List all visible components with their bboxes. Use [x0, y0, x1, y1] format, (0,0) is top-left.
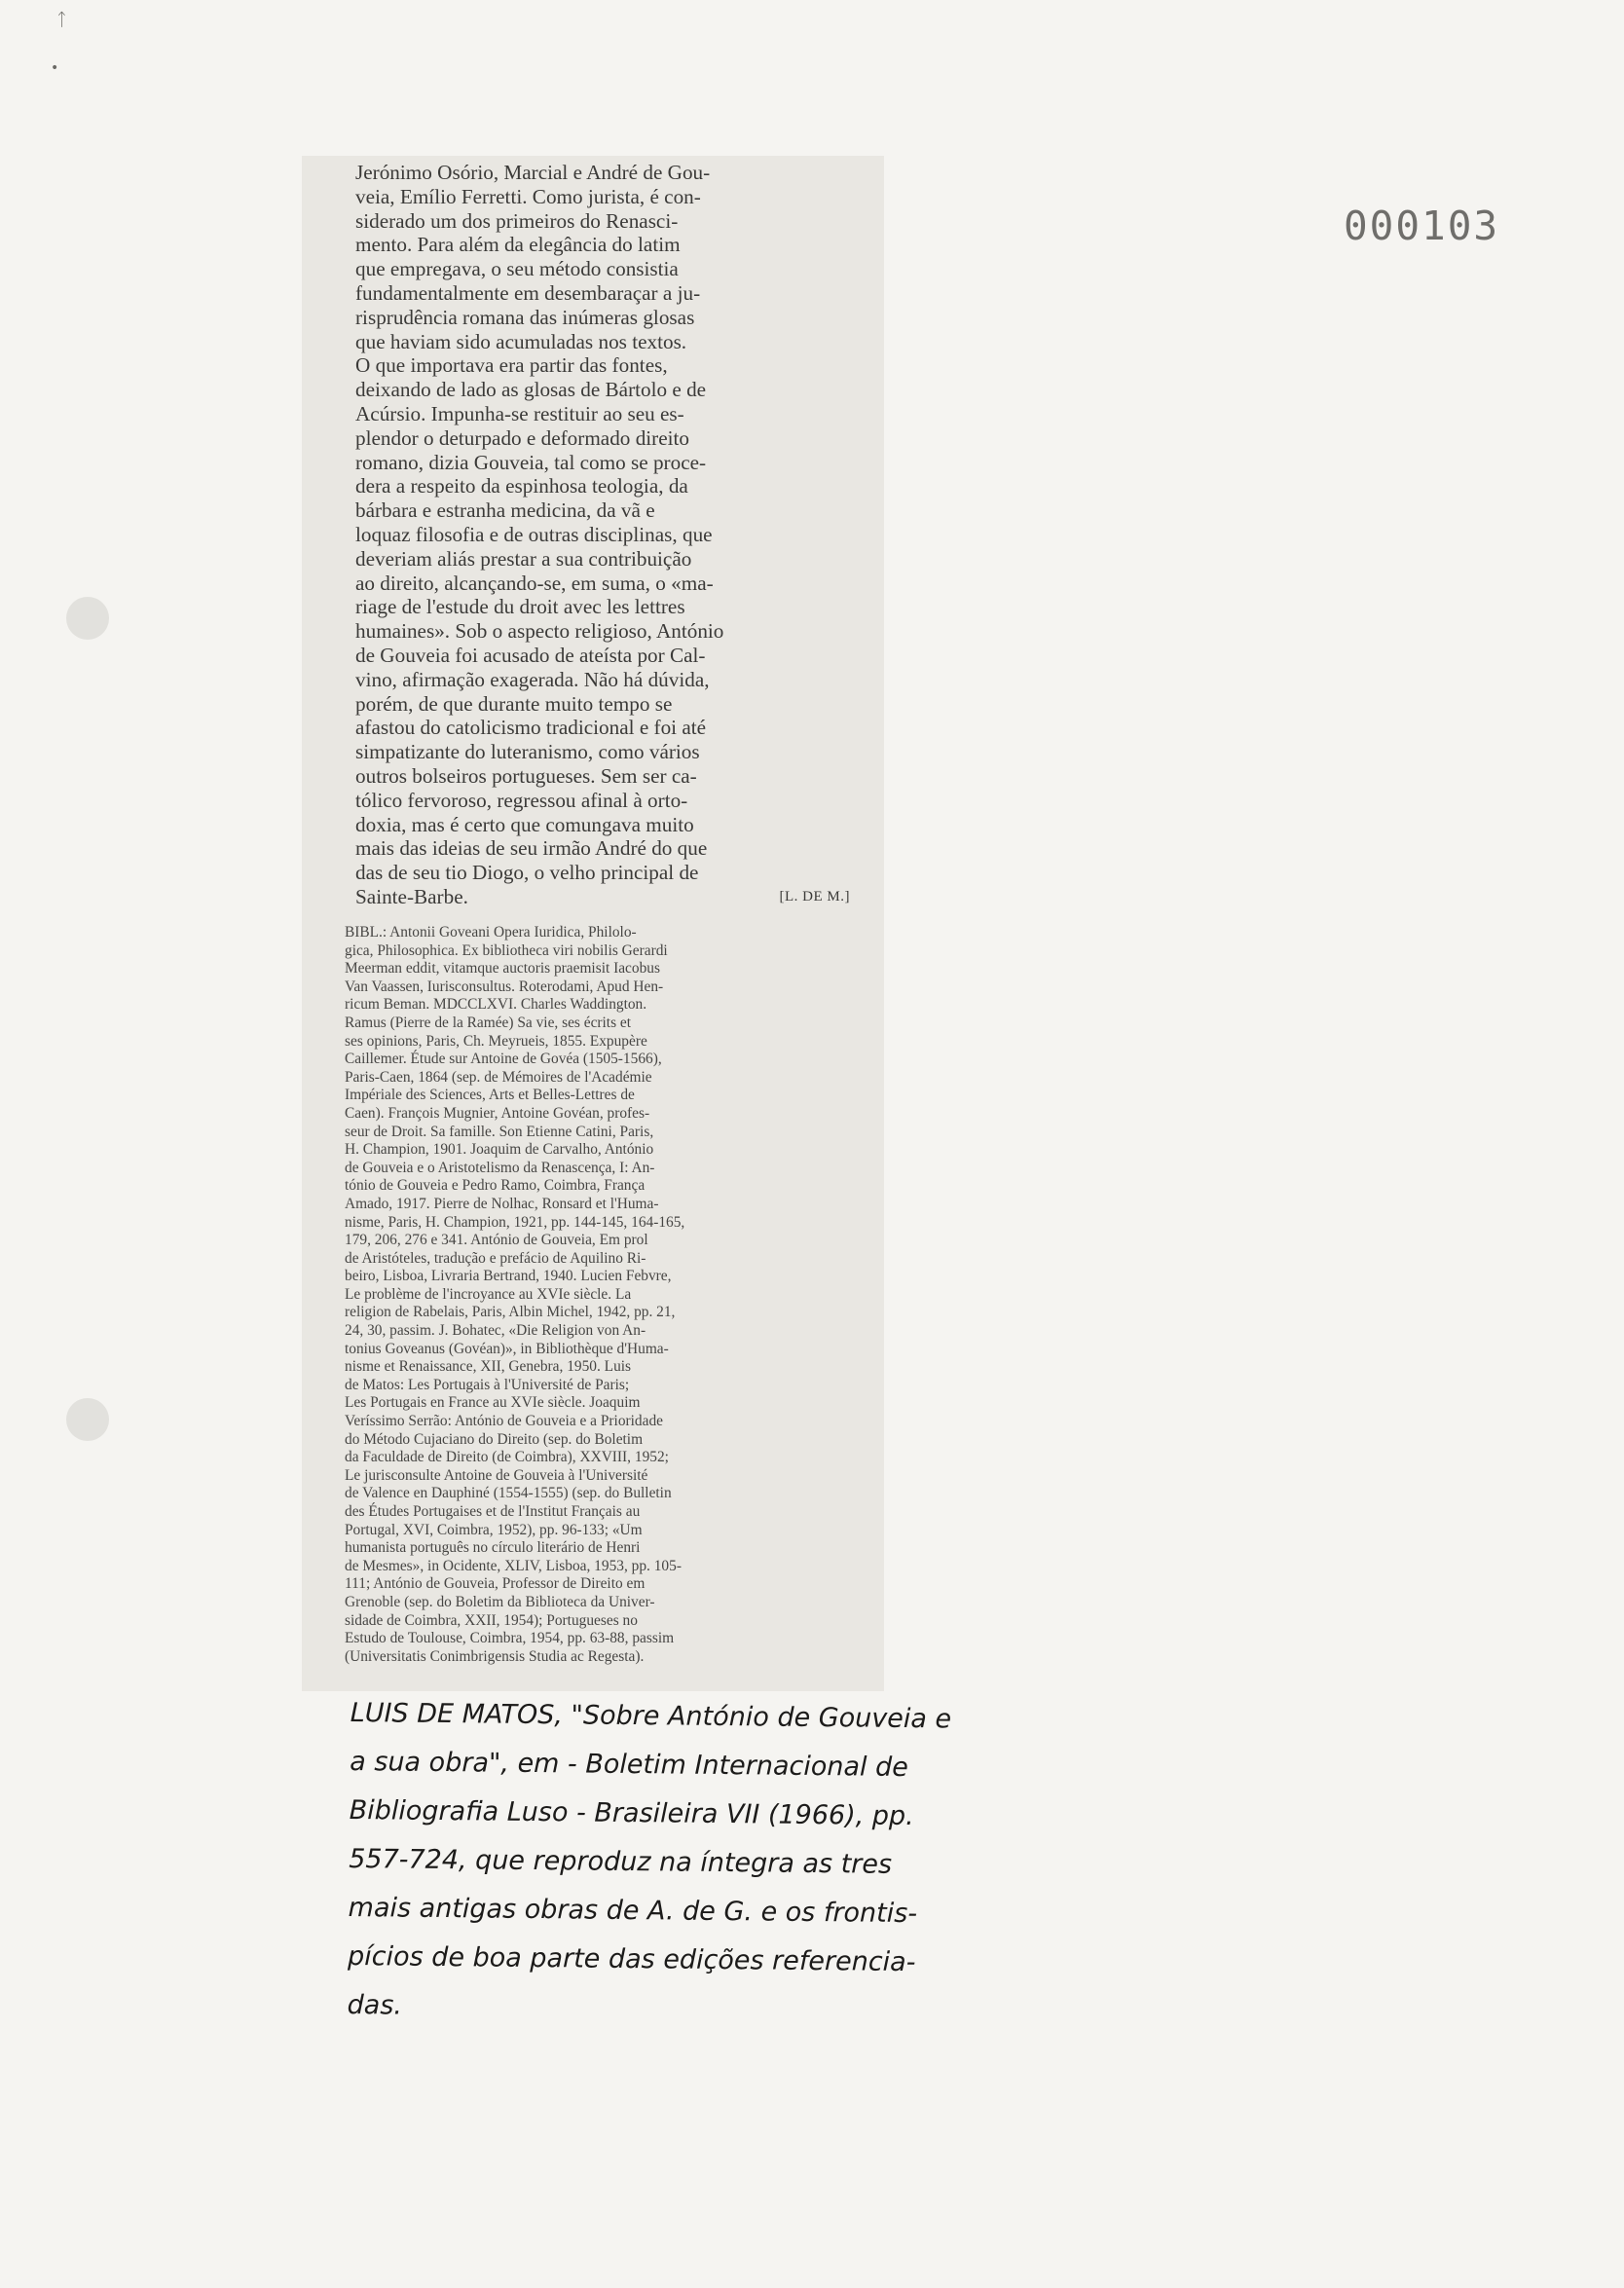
bibliography-line: 24, 30, passim. J. Bohatec, «Die Religion von An- — [345, 1322, 646, 1340]
bibliography-line: Veríssimo Serrão: António de Gouveia e a Prioridade — [345, 1413, 663, 1430]
article-text — [355, 161, 850, 909]
bibliography-line: des Études Portugaises et de l'Institut Français au — [345, 1503, 641, 1520]
handwritten-line: mais antigas obras de A. de G. e os frontis- — [348, 1892, 918, 1930]
punch-hole — [66, 1398, 109, 1441]
article-line: que empregava, o seu método consistia — [355, 257, 679, 281]
article-line: das de seu tio Diogo, o velho principal de — [355, 861, 699, 885]
article-line: fundamentalmente em desembaraçar a ju- — [355, 280, 701, 305]
bibliography-line: seur de Droit. Sa famille. Son Etienne Catini, Paris, — [345, 1123, 654, 1140]
bibliography-line: da Faculdade de Direito (de Coimbra), XXVIII, 1952; — [345, 1449, 669, 1466]
bibliography-line: beiro, Lisboa, Livraria Bertrand, 1940. Lucien Febvre, — [345, 1268, 672, 1285]
bibliography-line: do Método Cujaciano do Direito (sep. do Boletim — [345, 1430, 644, 1448]
bibliography-line: Paris-Caen, 1864 (sep. de Mémoires de l'Académie — [345, 1068, 652, 1086]
article-line: risprudência romana das inúmeras glosas — [355, 305, 695, 329]
article-line: mais das ideias de seu irmão André do que — [355, 836, 708, 861]
article-line: deveriam aliás prestar a sua contribuição — [355, 546, 692, 571]
article-line: siderado um dos primeiros do Renasci- — [355, 208, 679, 233]
article-line: Jerónimo Osório, Marcial e André de Gou- — [355, 161, 711, 184]
bibliography-line: Caillemer. Étude sur Antoine de Govéa (1505-1566), — [345, 1051, 662, 1068]
bibliography-line: Meerman eddit, vitamque auctoris praemisit Iacobus — [345, 960, 660, 978]
bibliography-line: Le problème de l'incroyance au XVIe siècle. La — [345, 1285, 632, 1303]
bibliography-line: Les Portugais en France au XVIe siècle. Joaquim — [345, 1394, 641, 1412]
article-line: tólico fervoroso, regressou afinal à orto- — [355, 788, 688, 812]
article-line: riage de l'estude du droit avec les lettres — [355, 595, 685, 619]
bibliography-line: BIBL.: Antonii Goveani Opera Iuridica, Philolo- — [345, 924, 637, 941]
article-line: deixando de lado as glosas de Bártolo e de — [355, 378, 707, 402]
article-line: outros bolseiros portugueses. Sem ser ca- — [355, 763, 697, 788]
article-line: loquaz filosofia e de outras disciplinas, que — [355, 522, 713, 546]
article-line: O que importava era partir das fontes, — [355, 353, 668, 378]
scan-speck-mark: • — [51, 60, 59, 76]
bibliography-line: Impériale des Sciences, Arts et Belles-Lettres de — [345, 1087, 635, 1104]
bibliography-line: gica, Philosophica. Ex bibliotheca viri nobilis Gerardi — [345, 941, 668, 959]
bibliography-line: de Mesmes», in Ocidente, XLIV, Lisboa, 1953, pp. 105- — [345, 1557, 682, 1574]
article-line: dera a respeito da espinhosa teologia, da — [355, 474, 688, 498]
article-line: Sainte-Barbe. [L. DE M.] — [355, 884, 850, 908]
bibliography-line: Grenoble (sep. do Boletim da Biblioteca da Univer- — [345, 1593, 655, 1610]
bibliography-line: ses opinions, Paris, Ch. Meyrueis, 1855. Expupère — [345, 1032, 647, 1050]
handwritten-line: das. — [347, 1989, 403, 2021]
handwritten-line: Bibliografia Luso - Brasileira VII (1966), pp. — [349, 1794, 914, 1832]
article-line: Acúrsio. Impunha-se restituir ao seu es- — [355, 401, 684, 425]
bibliography-line: nisme et Renaissance, XII, Genebra, 1950. Luis — [345, 1358, 632, 1376]
author-signature: [L. DE M.] — [779, 888, 850, 904]
bibliography-line: nisme, Paris, H. Champion, 1921, pp. 144-145, 164-165, — [345, 1213, 685, 1231]
article-line: veia, Emílio Ferretti. Como jurista, é con- — [355, 184, 701, 208]
bibliography-line: tónio de Gouveia e Pedro Ramo, Coimbra, França — [345, 1177, 646, 1195]
bibliography-line: de Gouveia e o Aristotelismo da Renascença, I: An- — [345, 1159, 655, 1176]
article-line: afastou do catolicismo tradicional e foi até — [355, 716, 707, 740]
bibliography-line: sidade de Coimbra, XXII, 1954); Portugueses no — [345, 1611, 638, 1629]
bibliography-line: Portugal, XVI, Coimbra, 1952), pp. 96-133; «Um — [345, 1521, 643, 1538]
bibliography-line: tonius Goveanus (Govéan)», in Bibliothèque d'Huma- — [345, 1340, 669, 1357]
article-line: doxia, mas é certo que comungava muito — [355, 812, 694, 836]
bibliography-line: de Valence en Dauphiné (1554-1555) (sep. do Bulletin — [345, 1485, 672, 1502]
article-line: vino, afirmação exagerada. Não há dúvida, — [355, 667, 710, 691]
bibliography-line: Caen). François Mugnier, Antoine Govéan, profes- — [345, 1104, 650, 1122]
handwritten-note — [347, 1689, 1324, 2040]
bibliography-line: religion de Rabelais, Paris, Albin Michel, 1942, pp. 21, — [345, 1304, 676, 1321]
handwritten-line: a sua obra", em - Boletim Internacional de — [350, 1746, 909, 1784]
bibliography-line: de Matos: Les Portugais à l'Université de Paris; — [345, 1376, 630, 1393]
article-line: romano, dizia Gouveia, tal como se proce- — [355, 450, 707, 474]
folio-number: 000103 — [1344, 203, 1500, 249]
handwritten-line: pícios de boa parte das edições referencia- — [347, 1940, 916, 1978]
punch-hole — [66, 597, 109, 640]
bibliography-line: 111; António de Gouveia, Professor de Direito em — [345, 1575, 646, 1593]
handwritten-line: LUIS DE MATOS, "Sobre António de Gouveia e — [350, 1697, 952, 1735]
article-line: humaines». Sob o aspecto religioso, António — [355, 619, 724, 644]
article-line: ao direito, alcançando-se, em suma, o «ma- — [355, 571, 714, 595]
bibliography-line: H. Champion, 1901. Joaquim de Carvalho, António — [345, 1141, 654, 1159]
article-line: bárbara e estranha medicina, da vã e — [355, 498, 655, 523]
bibliography-line: Van Vaassen, Iurisconsultus. Roterodami, Apud Hen- — [345, 978, 664, 995]
newspaper-clipping — [302, 156, 884, 1691]
article-line: mento. Para além da elegância do latim — [355, 233, 681, 257]
bibliography-line: Amado, 1917. Pierre de Nolhac, Ronsard et l'Huma- — [345, 1195, 659, 1212]
article-line: de Gouveia foi acusado de ateísta por Cal- — [355, 643, 706, 667]
handwritten-line: 557-724, que reproduz na íntegra as tres — [349, 1843, 893, 1880]
article-line: que haviam sido acumuladas nos textos. — [355, 329, 687, 353]
bibliography-line: humanista português no círculo literário de Henri — [345, 1539, 641, 1557]
bibliography-line: Estudo de Toulouse, Coimbra, 1954, pp. 63-88, passim — [345, 1630, 675, 1647]
bibliography-text — [345, 924, 846, 1666]
article-line: porém, de que durante muito tempo se — [355, 691, 673, 716]
bibliography-line: de Aristóteles, tradução e prefácio de Aquilino Ri- — [345, 1249, 646, 1267]
article-line: plendor o deturpado e deformado direito — [355, 425, 690, 450]
bibliography-line: 179, 206, 276 e 341. António de Gouveia, Em prol — [345, 1232, 648, 1249]
bibliography-line: ricum Beman. MDCCLXVI. Charles Waddington. — [345, 996, 647, 1014]
bibliography-line: (Universitatis Conimbrigensis Studia ac Regesta). — [345, 1647, 645, 1665]
bibliography-line: Ramus (Pierre de la Ramée) Sa vie, ses écrits et — [345, 1014, 632, 1031]
article-line: simpatizante do luteranismo, como vários — [355, 740, 700, 764]
scan-speck-mark: ᛏ — [56, 10, 67, 30]
bibliography-line: Le jurisconsulte Antoine de Gouveia à l'Université — [345, 1466, 648, 1484]
